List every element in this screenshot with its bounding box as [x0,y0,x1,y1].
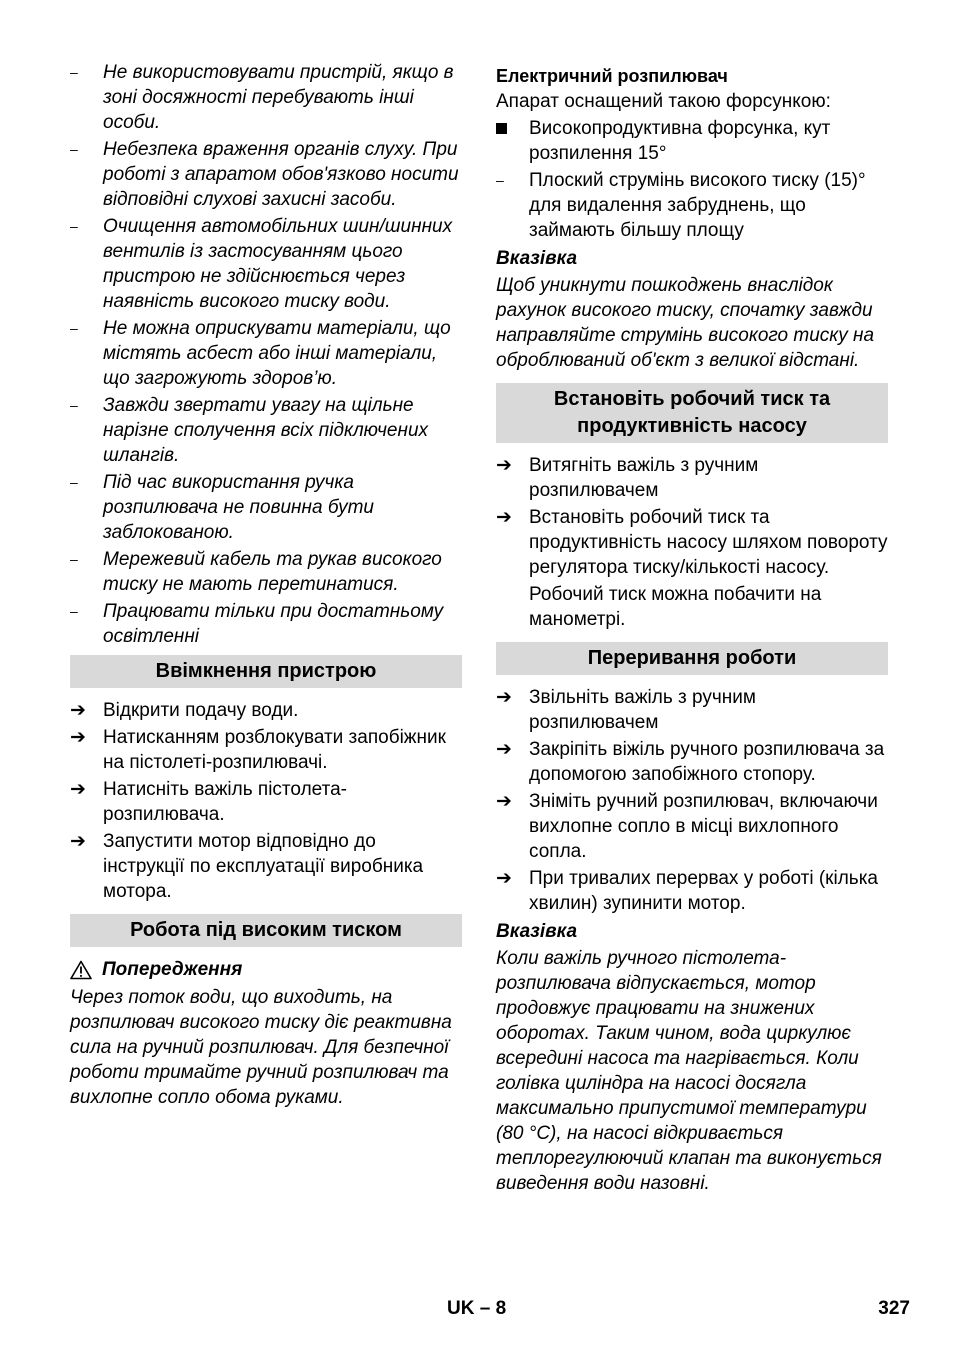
dash-marker: – [70,603,78,619]
sprayer-intro: Апарат оснащений такою форсункою: [496,91,831,112]
left-column [70,60,462,1112]
section-heading-interrupt: Переривання роботи [496,642,888,675]
section-heading-high-pressure: Робота під високим тиском [70,914,462,947]
step-item [496,737,888,787]
arrow-icon: ➔ [70,831,86,852]
arrow-icon: ➔ [496,455,512,476]
step-text: Витягніть важіль з ручним розпилювачем [529,455,759,501]
list-item-text: Не можна оприскувати матеріали, що містять асбест або інші матеріали, що загрожують здоров’ю. [103,318,451,389]
list-item-text: Плоский струмінь високого тиску (15)° для видалення забруднень, що займають більшу площу [529,170,866,241]
warning-text: Через поток води, що виходить, на розпилювач високого тиску діє реактивна сила на ручний розпилювач. Для безпечної роботи тримайте ручний розпилювач та вихлопне сопло обома руками. [70,987,452,1108]
step-text: Натисніть важіль пістолета-розпилювача. [103,779,347,825]
step-item [70,777,462,827]
list-item-text: Не використовувати пристрій, якщо в зоні досяжності перебувають інші особи. [103,62,454,133]
sprayer-dash-list [496,168,888,243]
step-item [70,698,462,723]
list-item [496,116,888,166]
arrow-icon: ➔ [70,727,86,748]
step-text: Закріпіть віжіль ручного розпилювача за допомогою запобіжного стопору. [529,739,885,785]
warning-row [70,957,462,982]
switch-on-steps [70,698,462,904]
interrupt-steps [496,685,888,916]
step-item [496,453,888,503]
step-text: Встановіть робочий тиск та продуктивність насосу шляхом повороту регулятора тиску/кількості насосу. [529,507,888,578]
step-text: Зніміть ручний розпилювач, включаючи вихлопне сопло в місці вихлопного сопла. [529,791,878,862]
dash-marker: – [70,474,78,490]
list-item-text: Працювати тільки при достатньому освітленні [103,601,444,647]
step-text: При тривалих перервах у роботі (кілька хвилин) зупинити мотор. [529,868,878,914]
dash-marker: – [496,172,504,188]
right-column [496,60,888,1198]
dash-marker: – [70,551,78,567]
list-item [70,60,462,135]
square-bullet-icon [496,116,520,141]
dash-marker: – [70,397,78,413]
sprayer-nozzle-list [496,116,888,166]
safety-list [70,60,462,649]
arrow-icon: ➔ [496,687,512,708]
note-text: Коли важіль ручного пістолета-розпилювача відпускається, мотор продовжує працювати на знижених оборотах. Таким чином, вода циркулює всередині насоса та нагрівається. Коли голівка циліндра на насосі досягла максимально припустимої температури (80 °C), на насосі відкривається теплорегулюючий клапан та виконується виведення води назовні. [496,948,882,1194]
page-footer [0,1296,954,1326]
page-number: 327 [878,1298,910,1319]
list-item [70,547,462,597]
subheading-sprayer: Електричний розпилювач [496,66,728,86]
list-item-text: Високопродуктивна форсунка, кут розпилення 15° [529,118,831,164]
dash-marker: – [70,141,78,157]
pressure-continuation: Робочий тиск можна побачити на манометрі. [529,584,822,630]
section-heading-pressure: Встановіть робочий тиск та продуктивність насосу [496,383,888,443]
warning-label: Попередження [102,959,243,980]
step-item [496,505,888,580]
step-text: Запустити мотор відповідно до інструкції по експлуатації виробника мотора. [103,831,424,902]
list-item-text: Небезпека враження органів слуху. При роботі з апаратом обов'язково носити відповідні слухові захисні засоби. [103,139,459,210]
list-item-text: Мережевий кабель та рукав високого тиску не мають перетинатися. [103,549,442,595]
note-label: Вказівка [496,248,578,269]
dash-marker: – [70,218,78,234]
note-text: Щоб уникнути пошкоджень внаслідок рахунок високого тиску, спочатку завжди направляйте струмінь високого тиску на оброблюваний об'єкт з великої відстані. [496,275,875,371]
list-item [70,393,462,468]
arrow-icon: ➔ [70,700,86,721]
list-item [70,214,462,314]
step-text: Звільніть важіль з ручним розпилювачем [529,687,756,733]
arrow-icon: ➔ [496,507,512,528]
arrow-icon: ➔ [496,739,512,760]
step-text: Натисканням розблокувати запобіжник на пістолеті-розпилювачі. [103,727,446,773]
list-item [70,137,462,212]
warning-triangle-icon [70,960,92,980]
step-item [496,789,888,864]
section-heading-switch-on: Ввімкнення пристрою [70,655,462,688]
list-item-text: Очищення автомобільних шин/шинних вентилів із застосуванням цього пристрою не здійснюється через наявність високого тиску води. [103,216,453,312]
step-item [496,685,888,735]
list-item [70,470,462,545]
list-item-text: Завжди звертати увагу на щільне нарізне сполучення всіх підключених шлангів. [103,395,429,466]
footer-section-label: UK – 8 [447,1298,507,1319]
list-item [70,316,462,391]
arrow-icon: ➔ [70,779,86,800]
list-item [70,599,462,649]
arrow-icon: ➔ [496,868,512,889]
list-item [496,168,888,243]
step-item [70,829,462,904]
step-item [496,866,888,916]
dash-marker: – [70,320,78,336]
pressure-steps [496,453,888,580]
dash-marker: – [70,64,78,80]
step-text: Відкрити подачу води. [103,700,299,721]
step-item [70,725,462,775]
note-label: Вказівка [496,921,578,942]
list-item-text: Під час використання ручка розпилювача не повинна бути заблокованою. [103,472,374,543]
arrow-icon: ➔ [496,791,512,812]
